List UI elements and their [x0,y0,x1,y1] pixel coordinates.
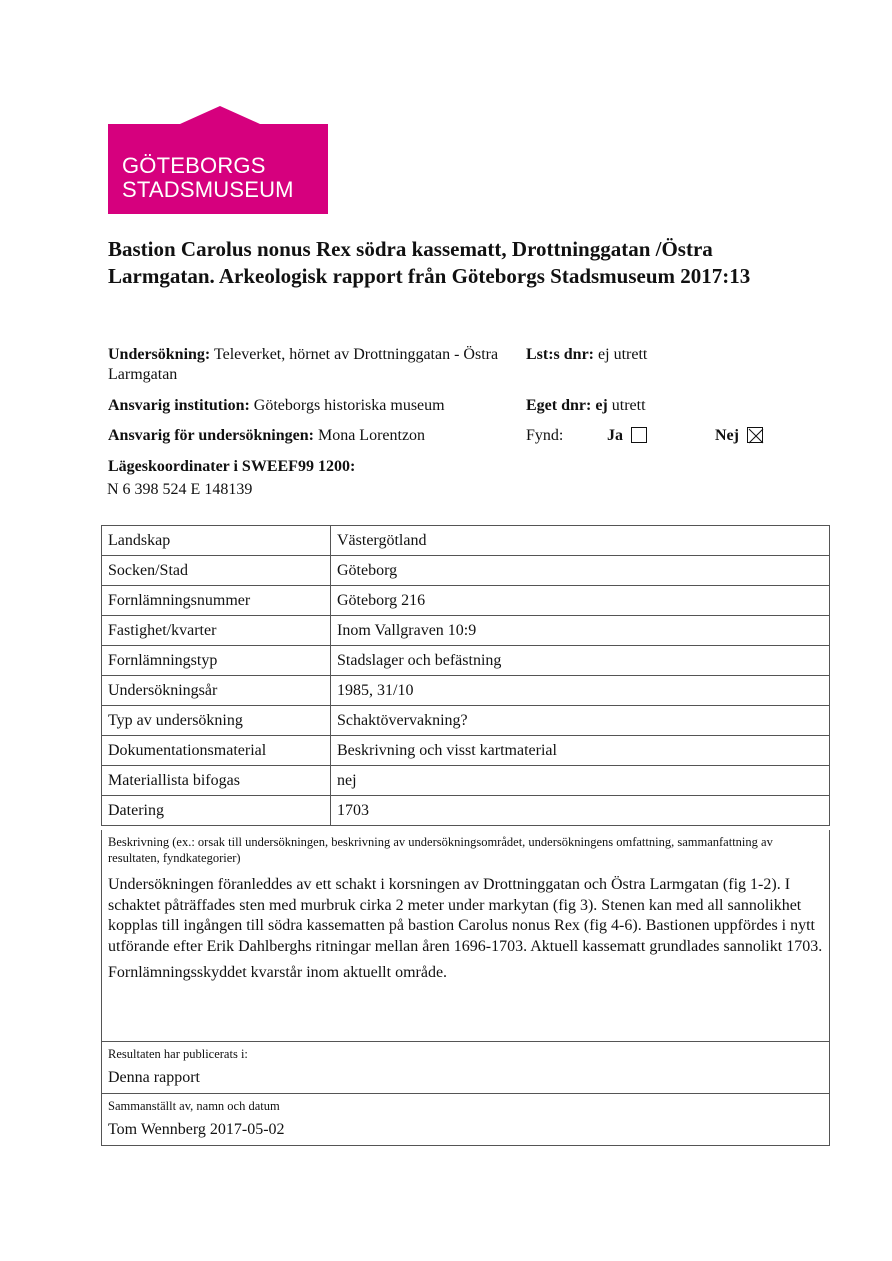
logo-line-1: GÖTEBORGS [122,153,266,178]
table-value: Göteborg [331,556,830,586]
table-value: Inom Vallgraven 10:9 [331,616,830,646]
table-row [102,616,830,646]
ansvarig-label: Ansvarig för undersökningen: [108,427,314,444]
eget-dnr-value-bold: ej [595,397,608,414]
fynd-nej-checkbox[interactable] [747,427,763,443]
table-value: Göteborg 216 [331,586,830,616]
lst-dnr-value: ej utrett [598,346,648,363]
table-key: Undersökningsår [102,676,331,706]
eget-dnr-field [526,396,646,416]
fynd-ja-checkbox[interactable] [631,427,647,443]
table-key: Dokumentationsmaterial [102,736,331,766]
table-row [102,526,830,556]
table-key: Fornlämningsnummer [102,586,331,616]
fynd-ja-option [607,426,647,446]
institution-field [108,396,445,416]
koordinater-value: N 6 398 524 E 148139 [107,481,253,498]
table-row [102,556,830,586]
eget-dnr-value: utrett [611,397,646,414]
publicerats-value: Denna rapport [108,1069,200,1086]
lst-dnr-field [526,345,647,365]
table-value: Stadslager och befästning [331,646,830,676]
fynd-nej-label: Nej [715,427,739,444]
undersokning-value: Televerket, hörnet av Drottninggatan - Östra Larmgatan [108,346,499,383]
undersokning-label: Undersökning: [108,346,211,363]
table-value: 1985, 31/10 [331,676,830,706]
museum-logo [108,106,328,214]
table-value: Schaktövervakning? [331,706,830,736]
checkbox-cross-icon [748,428,764,444]
table-key: Fastighet/kvarter [102,616,331,646]
table-row [102,766,830,796]
report-title: Bastion Carolus nonus Rex södra kassematt, Drottninggatan /Östra Larmgatan. Arkeologisk rapport från Göteborgs Stadsmuseum 2017:13 [108,237,751,288]
table-key: Datering [102,796,331,826]
publicerats-label: Resultaten har publicerats i: [108,1047,248,1061]
table-value: nej [331,766,830,796]
beskrivning-paragraph-2: Fornlämningsskyddet kvarstår inom aktuellt område. [108,964,448,981]
table-value: Beskrivning och visst kartmaterial [331,736,830,766]
table-row [102,646,830,676]
table-row [102,676,830,706]
publicerats-section [101,1041,830,1094]
table-row [102,736,830,766]
table-row [102,796,830,826]
ansvarig-value: Mona Lorentzon [317,427,426,444]
koordinater-label [108,457,355,477]
sammanstallt-label: Sammanställt av, namn och datum [108,1099,280,1113]
fynd-nej-option [715,426,763,446]
institution-label: Ansvarig institution: [108,397,250,414]
table-key: Landskap [102,526,331,556]
info-table [101,525,830,826]
sammanstallt-section [101,1093,830,1146]
table-value: Västergötland [331,526,830,556]
table-key: Materiallista bifogas [102,766,331,796]
undersokning-field [108,345,508,385]
beskrivning-section [101,830,830,1042]
table-key: Socken/Stad [102,556,331,586]
table-key: Fornlämningstyp [102,646,331,676]
table-key: Typ av undersökning [102,706,331,736]
eget-dnr-label: Eget dnr: [526,397,592,414]
institution-value: Göteborgs historiska museum [253,397,445,414]
beskrivning-paragraph-1: Undersökningen föranleddes av ett schakt i korsningen av Drottninggatan och Östra Larmgatan (fig 1-2). I schaktet påträffades sten med murbruk cirka 2 meter under markytan (fig 3). Stenen kan med all sannolikhet kopplas till ingången till södra kassematten på bastion Carolus nonus Rex (fig 4-6). Bastionen uppfördes i nytt utförande efter Erik Dahlberghs ritningar mellan åren 1696-1703. Aktuell kassematt grundlades sannolikt 1703. [108,876,823,955]
beskrivning-label: Beskrivning (ex.: orsak till undersökningen, beskrivning av undersökningsområdet, undersökningens omfattning, sammanfattning av resultaten, fyndkategorier) [108,835,773,865]
table-value: 1703 [331,796,830,826]
lst-dnr-label: Lst:s dnr: [526,346,595,363]
table-row [102,706,830,736]
table-row [102,586,830,616]
fynd-label: Fynd: [526,427,564,444]
ansvarig-field [108,426,425,446]
sammanstallt-value: Tom Wennberg 2017-05-02 [108,1121,285,1138]
fynd-ja-label: Ja [607,427,623,444]
koordinater-label-text: Lägeskoordinater i SWEEF99 1200: [108,458,356,475]
logo-line-2: STADSMUSEUM [122,177,294,202]
